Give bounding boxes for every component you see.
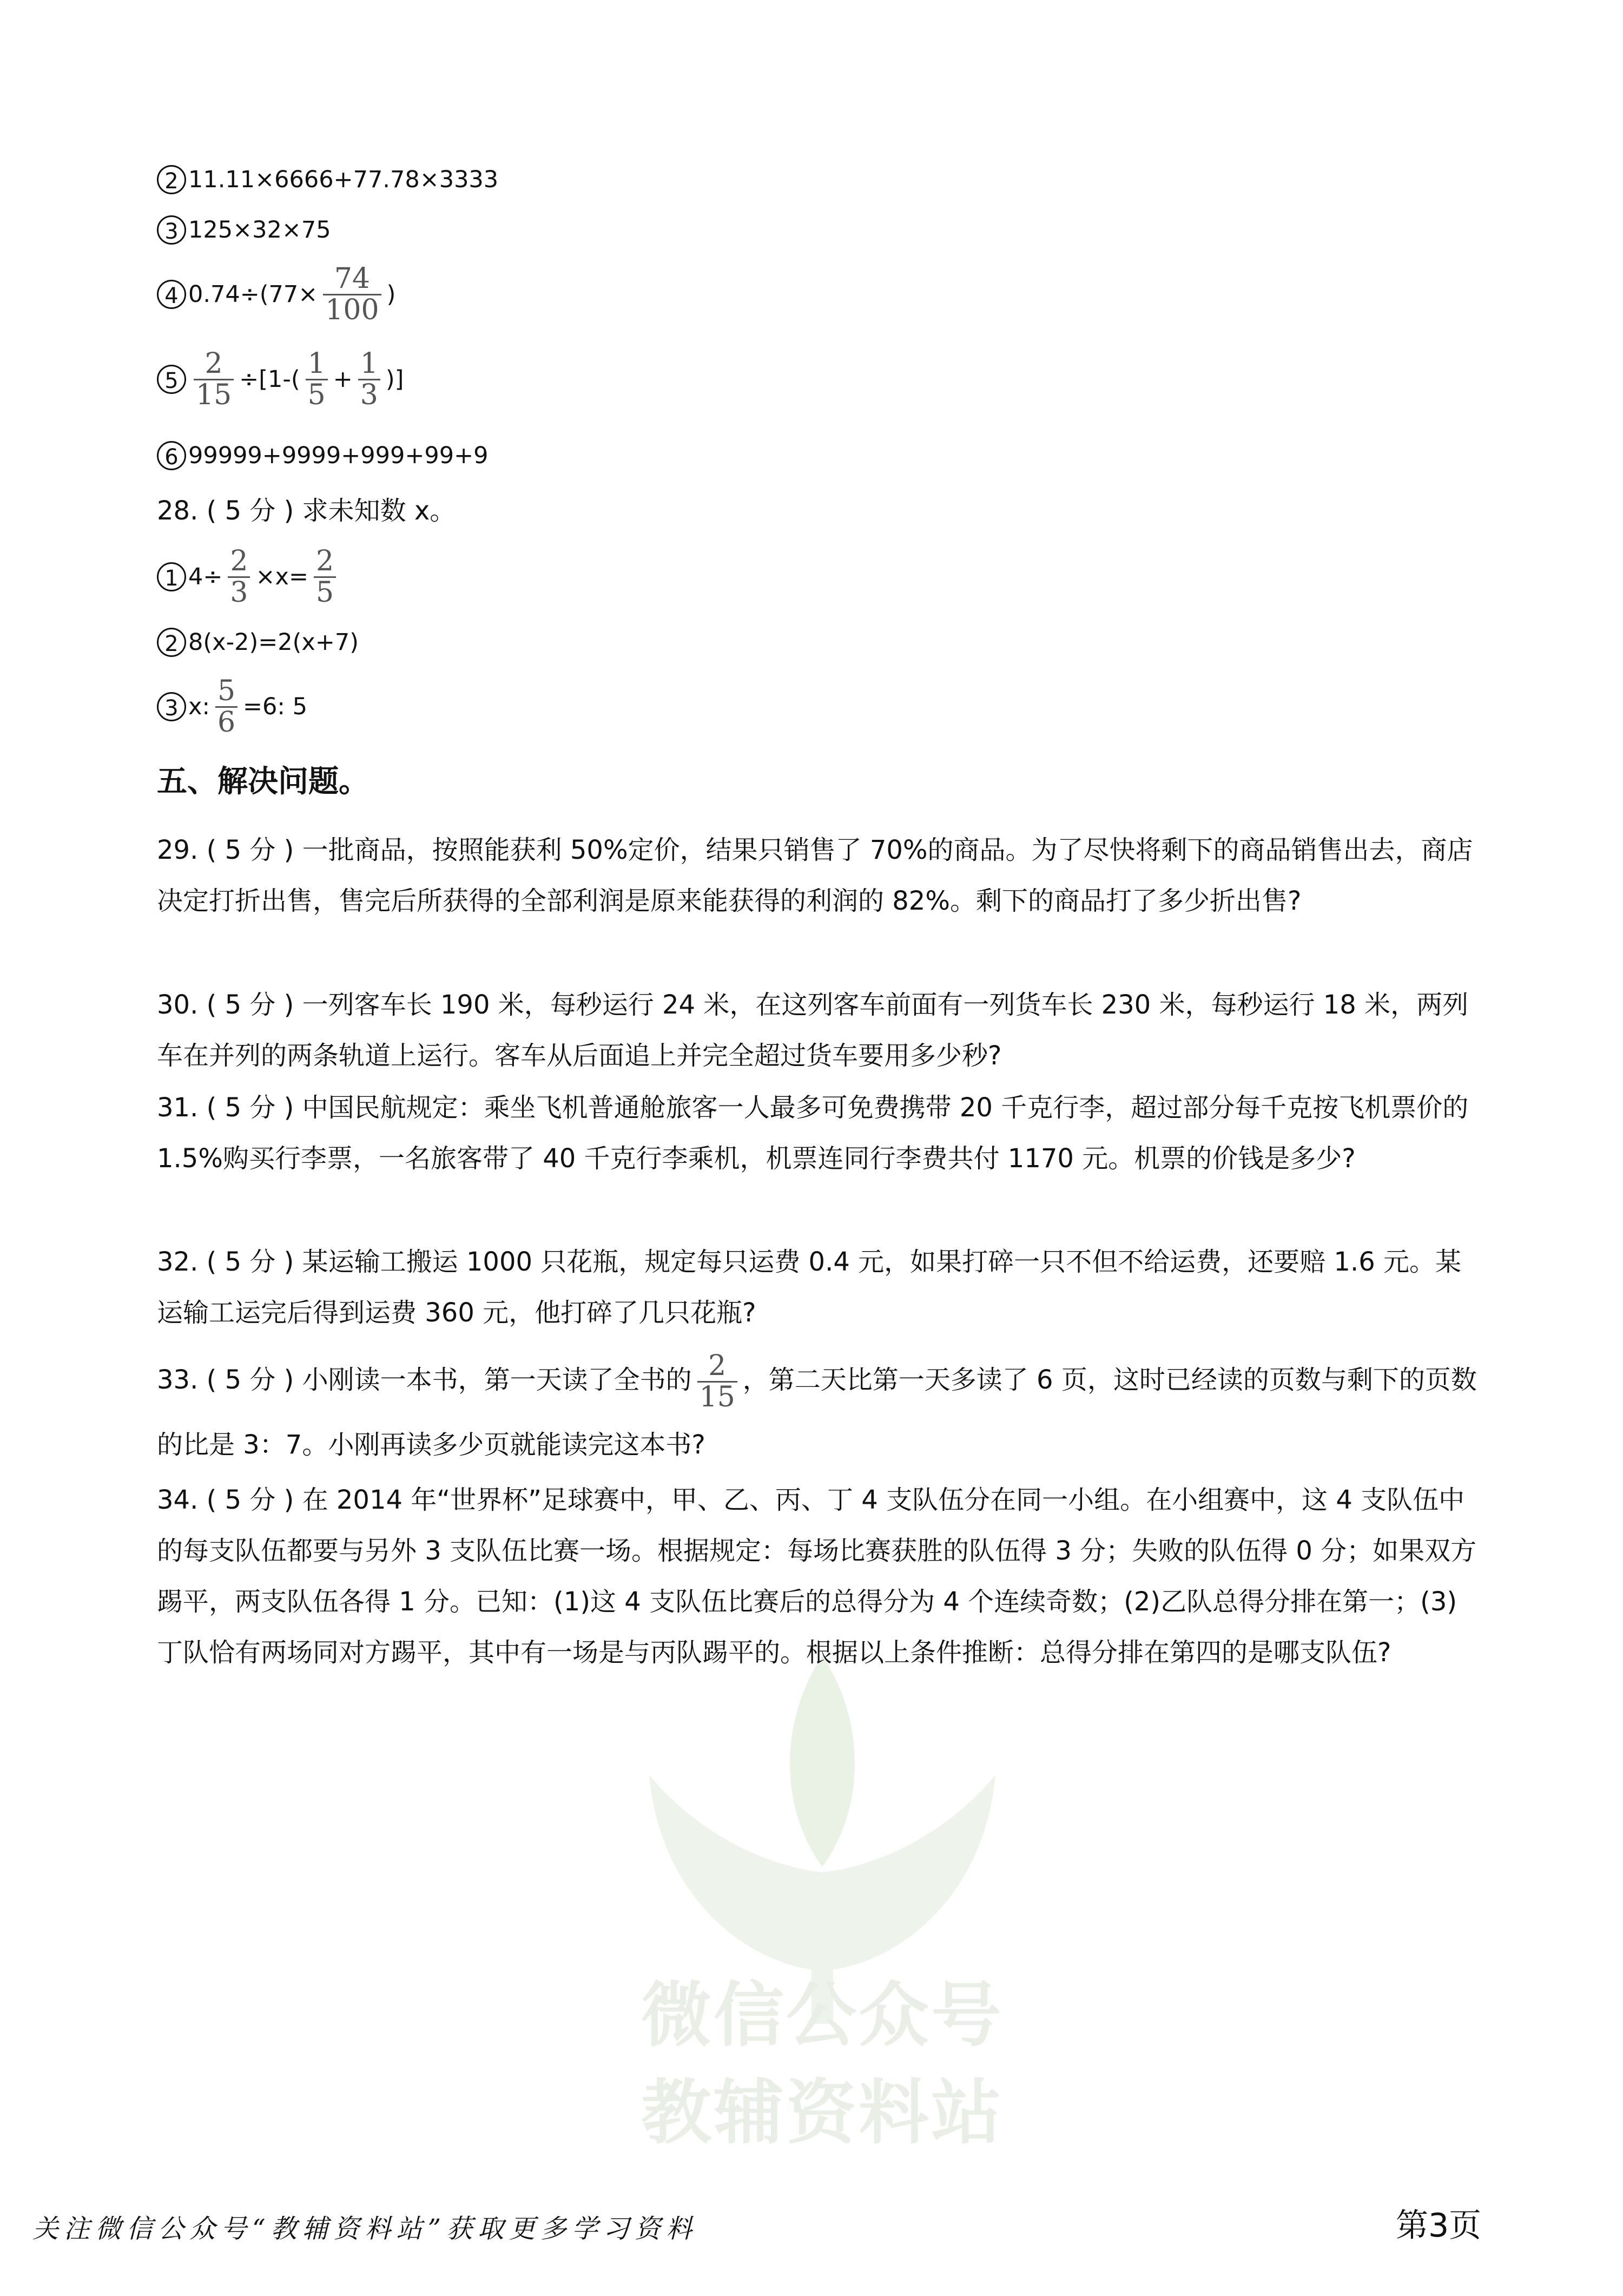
problem-33-text: ，第二天比第一天多读了 6 页，这时已经读的页数与剩下的页数的比是 3：7。小刚再读多少页就能读完这本书? [157,1365,1477,1460]
watermark [617,1613,1028,2181]
denominator: 15 [194,379,234,410]
expression-part: + [333,366,353,393]
numerator: 74 [334,262,371,295]
denominator: 3 [228,576,250,608]
exercise-item [157,215,331,245]
watermark-line2: 教辅资料站 [641,2071,1004,2154]
exercise-item [157,349,404,410]
fraction [228,547,250,607]
item-number: 3 [157,215,186,245]
problem-34: 34. ( 5 分 ) 在 2014 年“世界杯”足球赛中，甲、乙、丙、丁 4 支队伍分在同一小组。在小组赛中，这 4 支队伍中的每支队伍都要与另外 3 支队伍比赛一场。根据规定：每场比赛获胜的队伍得 3 分；失败的队伍得 0 分；如果双方踢平，两支队伍各得 1 分。已知：(1)这 4 支队伍比赛后的总得分为 4 个连续奇数；(2)乙队总得分排在第一；(3)丁队恰有两场同对方踢平，其中有一场是与丙队踢平的。根据以上条件推断：总得分排在第四的是哪支队伍? [157,1485,1477,1668]
expression-prefix: 0.74÷(77× [188,281,318,308]
item-number: 2 [157,165,186,194]
denominator: 100 [323,294,381,325]
fraction [215,676,237,737]
fraction [314,547,336,607]
numerator: 5 [217,675,236,707]
expression-part: ×x= [255,563,308,591]
item-number: 4 [157,280,186,309]
equation-item [157,628,359,657]
denominator: 6 [215,706,237,738]
item-number: 5 [157,365,186,394]
expression-part: ÷[1-( [239,366,300,393]
expression: 8(x-2)=2(x+7) [188,629,359,656]
exercise-item [157,264,395,325]
expression: 125×32×75 [188,216,331,244]
fraction [194,349,234,410]
fraction [323,264,381,325]
expression-suffix: ) [386,281,396,308]
item-number: 6 [157,441,186,470]
expression: 99999+9999+999+99+9 [188,442,489,469]
exercise-item [157,165,498,194]
equation-item [157,547,341,607]
exercise-item [157,441,489,470]
expression-suffix: )] [385,366,404,393]
problem-33-text: 33. ( 5 分 ) 小刚读一本书，第一天读了全书的 [157,1365,692,1395]
numerator: 2 [230,545,248,577]
expression-suffix: =6: 5 [243,693,307,721]
problem-30: 30. ( 5 分 ) 一列客车长 190 米，每秒运行 24 米，在这列客车前面有一列货车长 230 米，每秒运行 18 米，两列车在并列的两条轨道上运行。客车从后面追上并完全超过货车要用多少秒? [157,990,1469,1071]
denominator: 3 [358,379,380,410]
section-heading: 五、解决问题。 [157,764,369,799]
problem-33 [157,1347,1482,1477]
fraction [306,349,328,410]
watermark-line1: 微信公众号 [641,1974,1004,2056]
footer-note: 关注微信公众号“教辅资料站”获取更多学习资料 [32,2214,698,2244]
numerator: 2 [708,1349,727,1382]
denominator: 5 [314,576,336,608]
problem-31: 31. ( 5 分 ) 中国民航规定：乘坐飞机普通舱旅客一人最多可免费携带 20 千克行李，超过部分每千克按飞机票价的 1.5%购买行李票，一名旅客带了 40 千克行李乘机，机票连同行李费共付 1170 元。机票的价钱是多少? [157,1093,1469,1174]
problem-29: 29. ( 5 分 ) 一批商品，按照能获利 50%定价，结果只销售了 70%的商品。为了尽快将剩下的商品销售出去，商店决定打折出售，售完后所获得的全部利润是原来能获得的利润的 82%。剩下的商品打了多少折出售? [157,835,1473,916]
fraction [358,349,380,410]
denominator: 5 [306,379,328,410]
fraction [697,1351,737,1412]
item-number: 2 [157,628,186,657]
item-number: 1 [157,562,186,591]
denominator: 15 [697,1381,737,1412]
item-number: 3 [157,692,186,721]
numerator: 2 [204,347,223,380]
numerator: 1 [307,347,326,380]
numerator: 2 [316,545,334,577]
expression: 11.11×6666+77.78×3333 [188,166,499,193]
page-number: 第3页 [1396,2207,1482,2245]
numerator: 1 [360,347,378,380]
equation-item [157,676,307,737]
expression-prefix: 4÷ [188,563,223,591]
question-28: 28. ( 5 分 ) 求未知数 x。 [157,496,456,526]
problem-32: 32. ( 5 分 ) 某运输工搬运 1000 只花瓶，规定每只运费 0.4 元，如果打碎一只不但不给运费，还要赔 1.6 元。某运输工运完后得到运费 360 元，他打碎了几只花瓶? [157,1247,1461,1328]
expression-prefix: x: [188,693,210,721]
